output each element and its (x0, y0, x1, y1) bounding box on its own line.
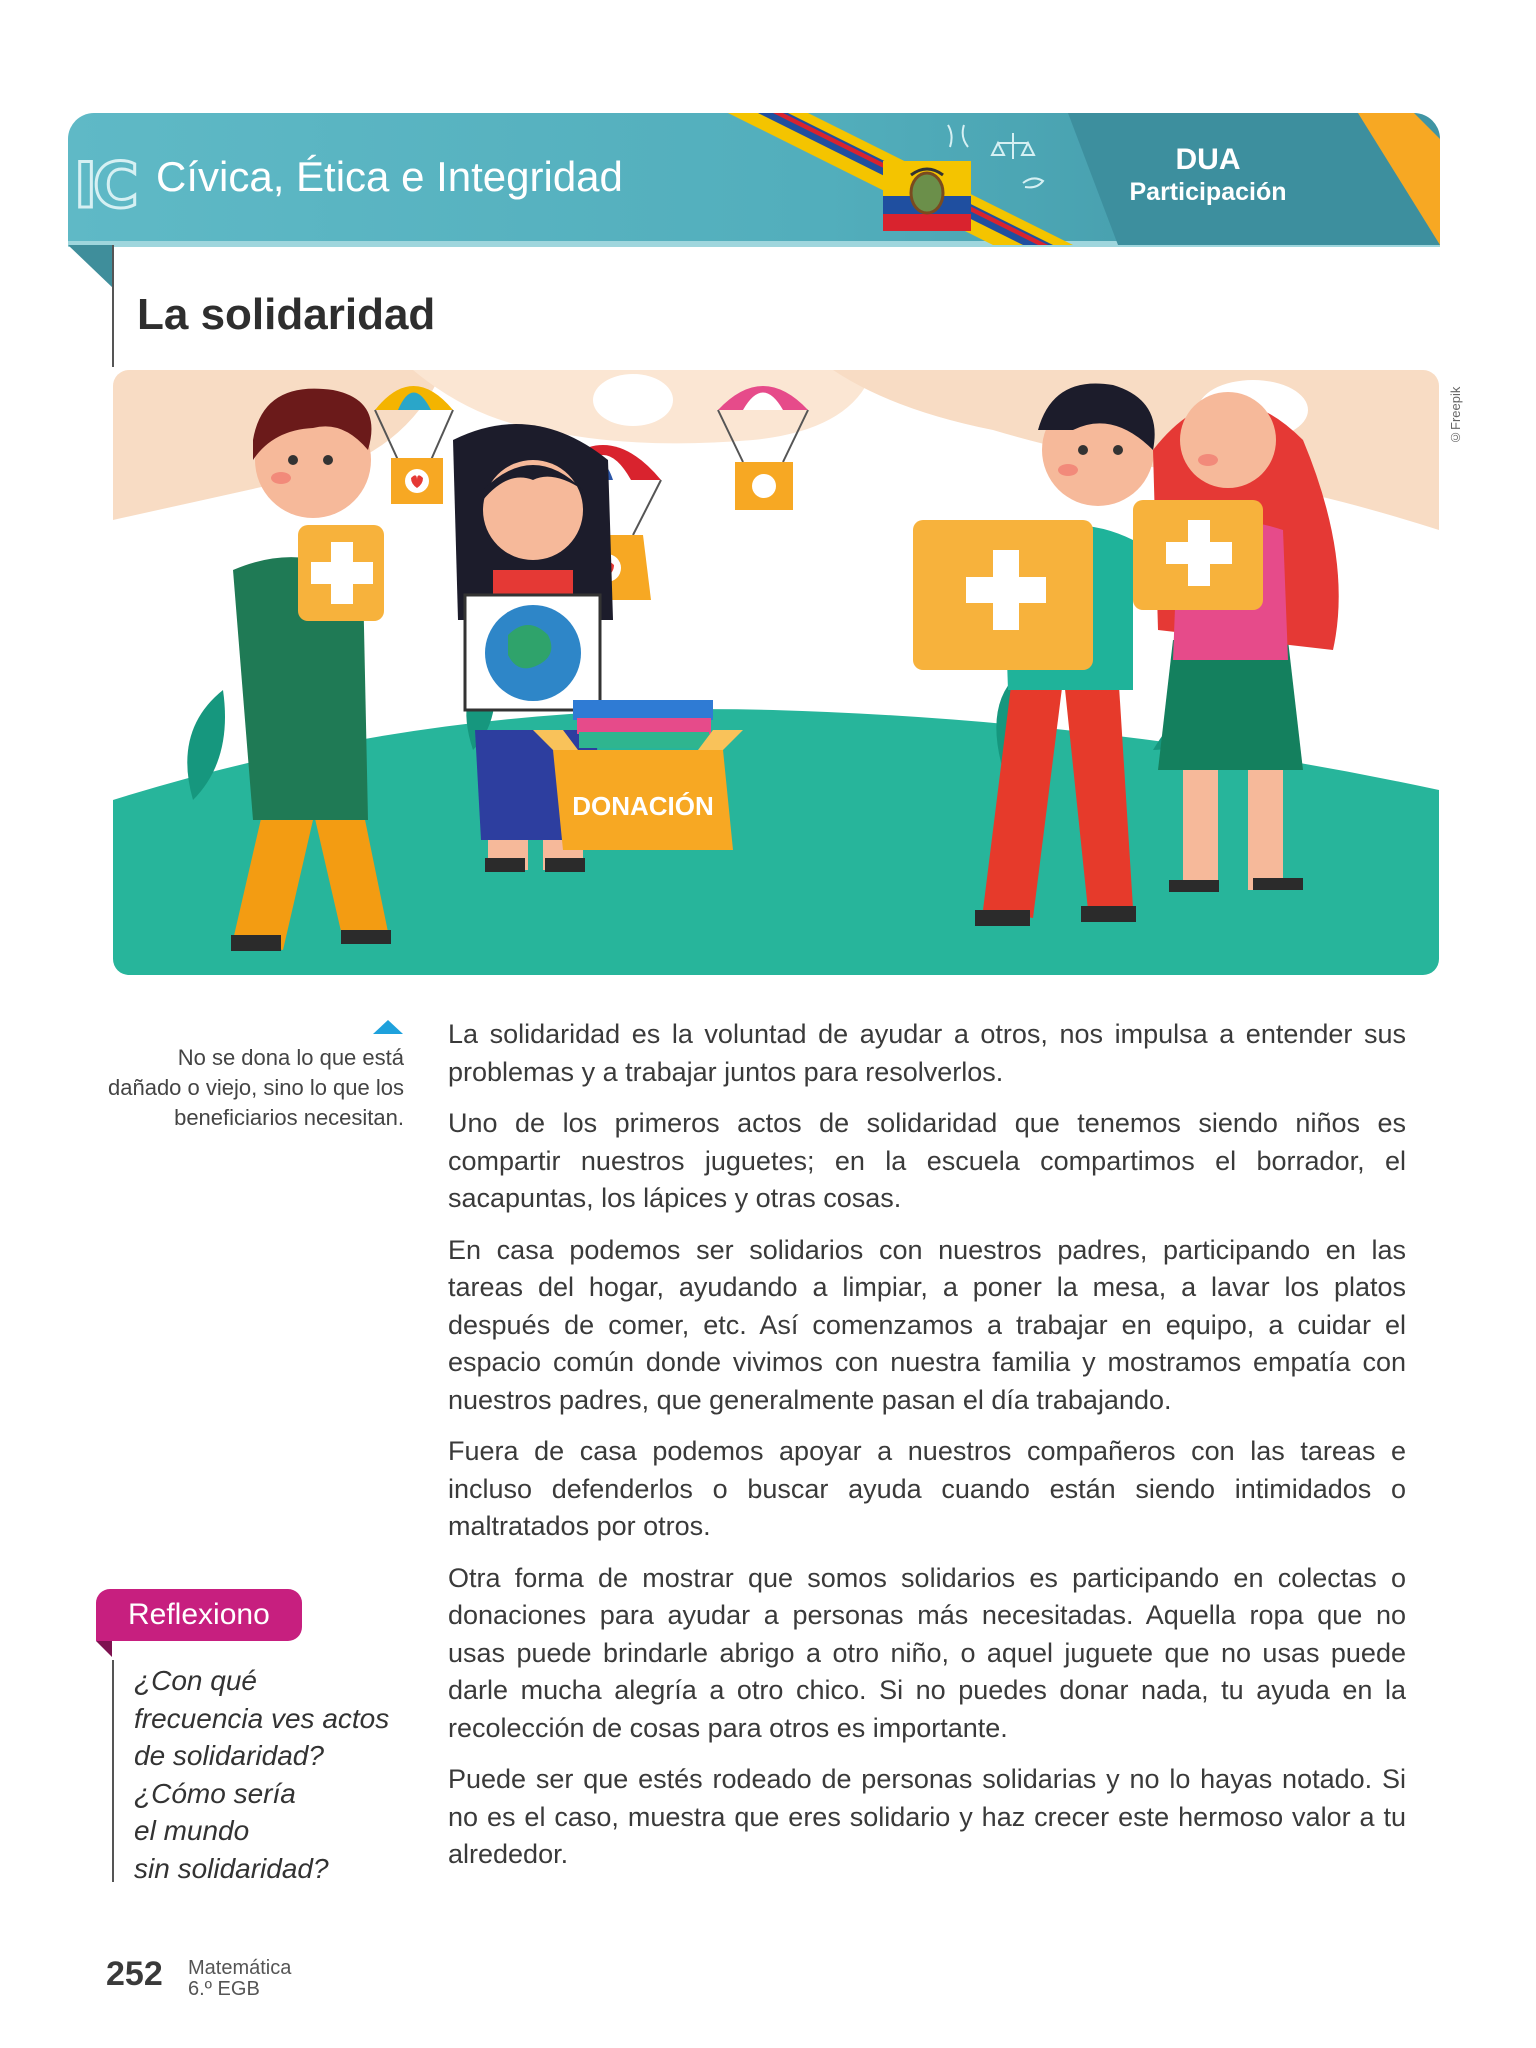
dua-badge (1118, 143, 1298, 207)
question-line: sin solidaridad? (134, 1852, 329, 1884)
body-text (448, 1016, 1406, 1888)
dua-label: DUA (1175, 143, 1241, 176)
title-rule (112, 245, 114, 367)
paragraph: Puede ser que estés rodeado de personas solidarias y no lo hayas notado. Si no es el caso, muestra que eres solidario y haz crecer este hermoso valor a tu alrededor. (448, 1764, 1406, 1869)
reflexiono-fold (96, 1641, 112, 1657)
question-line: ¿Cómo sería (134, 1777, 296, 1809)
image-credit: ©Freepik (1448, 386, 1463, 445)
question-line: frecuencia ves actos (134, 1702, 390, 1734)
dua-sublabel: Participación (1129, 178, 1287, 206)
section-header (68, 113, 1440, 245)
footer-subject (188, 1958, 291, 2000)
ic-logo: IC (74, 149, 135, 222)
question-line: de solidaridad? (134, 1740, 324, 1771)
page-title: La solidaridad (137, 290, 436, 339)
reflexiono-question (134, 1662, 424, 1887)
paragraph: Uno de los primeros actos de solidaridad que tenemos siendo niños es compartir nuestros juguetes; en la escuela compartimos el borrador, el sacapuntas, los lápices y otras cosas. (448, 1108, 1406, 1213)
flag-icon (883, 161, 971, 231)
donation-label: DONACIÓN (572, 791, 714, 821)
paragraph: Otra forma de mostrar que somos solidarios es participando en colectas o donaciones para ayudar a personas más necesitadas. Aquella ropa que no usas puede brindarle abrigo a otro niño, o aquel juguete que no usas puede darle mucha alegría a otro chico. Si no puedes donar nada, tu ayuda en la recolección de cosas para otros es importante. (448, 1562, 1406, 1743)
reflexiono-label: Reflexiono (96, 1589, 302, 1641)
triangle-icon (373, 1020, 403, 1034)
section-title: Cívica, Ética e Integridad (156, 153, 623, 200)
paragraph: La solidaridad es la voluntad de ayudar a otros, nos impulsa a entender sus problemas y a trabajar juntos para resolverlos. (448, 1019, 1406, 1087)
footer-grade: 6.º EGB (188, 1978, 260, 2000)
solidarity-illustration (113, 370, 1439, 975)
question-line: ¿Con qué (134, 1665, 257, 1696)
page-number: 252 (106, 1955, 163, 1993)
paragraph: Fuera de casa podemos apoyar a nuestros compañeros con las tareas e incluso defenderlos o buscar ayuda cuando están siendo intimidados o maltratados por otros. (448, 1436, 1406, 1541)
reflexiono-rule (112, 1660, 114, 1882)
footer-subject-name: Matemática (188, 1957, 292, 1979)
question-line: el mundo (134, 1815, 250, 1846)
header-fold (68, 245, 114, 289)
paragraph: En casa podemos ser solidarios con nuestros padres, participando en las tareas del hogar, ayudando a limpiar, a poner la mesa, a lavar los platos después de comer, etc. Así comenzamos a trabajar en equipo, a cuidar el espacio común donde vivimos con nuestra familia y mostramos empatía con nuestros padres, que generalmente pasan el día trabajando. (448, 1234, 1406, 1415)
side-note: No se dona lo que está dañado o viejo, sino lo que los beneficiarios necesitan. (108, 1045, 404, 1130)
